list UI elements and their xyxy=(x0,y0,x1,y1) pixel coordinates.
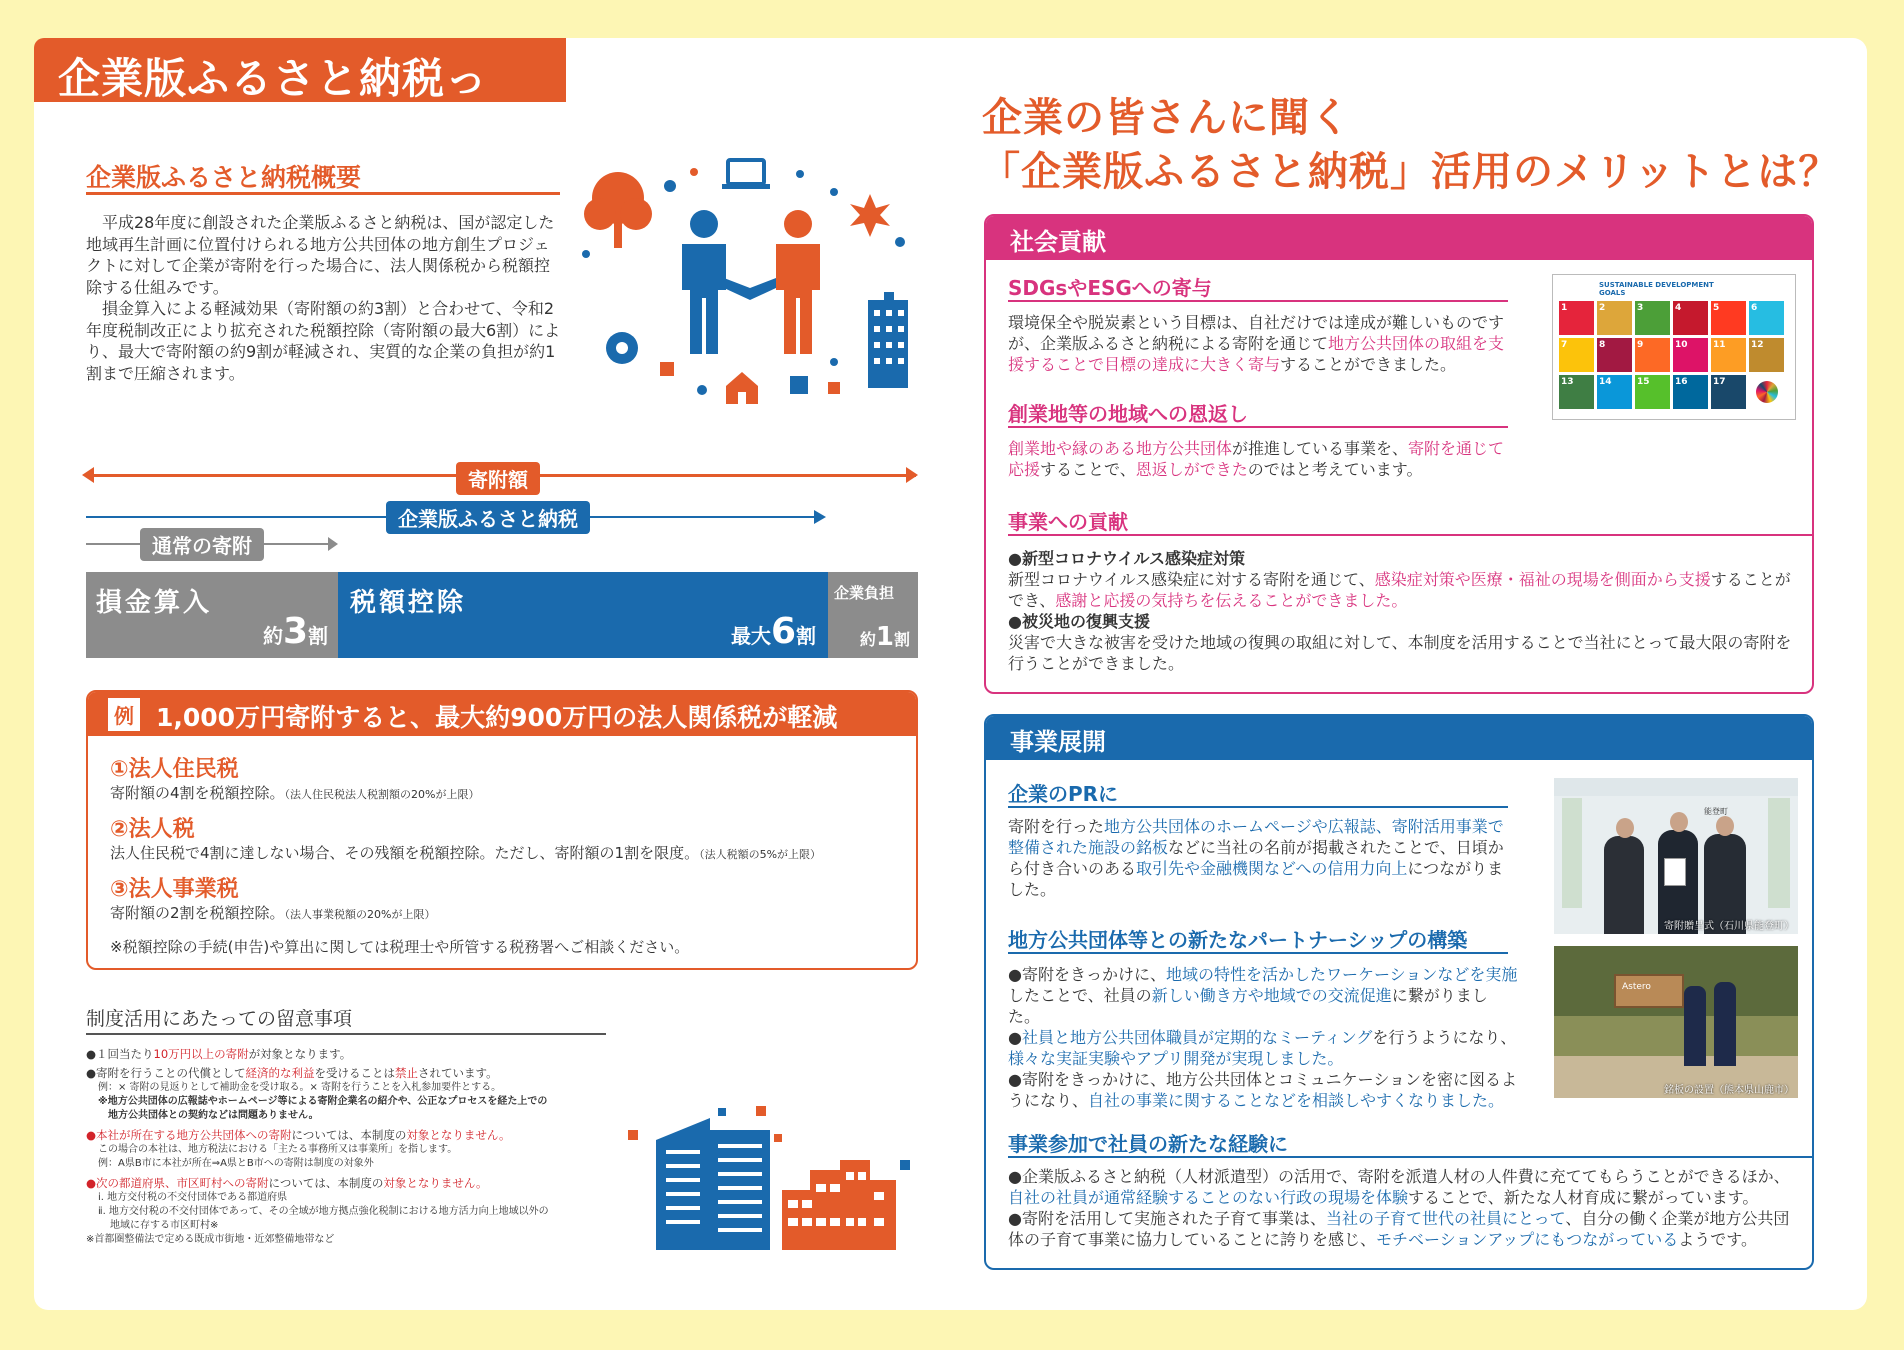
furusato-label: 企業版ふるさと納税 xyxy=(386,501,590,534)
sdg-tile: 17 xyxy=(1711,375,1746,409)
sdg-tile: 13 xyxy=(1559,375,1594,409)
experience-underline xyxy=(1008,1156,1814,1158)
note-3: ●本社が所在する地方公共団体への寄附については、本制度の対象となりません。 xyxy=(86,1128,511,1142)
business-header: 事業展開 xyxy=(986,716,1812,760)
partnership-underline xyxy=(1008,952,1508,954)
sdg-tile: 14 xyxy=(1597,375,1632,409)
kouken-text: ●新型コロナウイルス感染症対策 新型コロナウイルス感染症に対する寄附を通じて、感染症対策や医療・福祉の現場を側面から支援することができ、感謝と応援の気持ちを伝えることができました。 ●被災地の復興支援 災害で大きな被害を受けた地域の復興の取組に対して、本制度を活用することで当社にとって最大限の寄附を行うことができました。 xyxy=(1008,548,1798,674)
arrow-right-head xyxy=(906,467,918,483)
note-2-sub: 例：× 寄附の見返りとして補助金を受け取る。× 寄附を行うことを入札参加要件とする。 ※地方公共団体の広報誌やホームページ等による寄附企業名の紹介や、公正なプロセスを経た上での 地方公共団体との契約などは問題ありません。 xyxy=(98,1082,548,1121)
pr-heading: 企業のPRに xyxy=(1008,782,1119,806)
example-item-1-text: 寄附額の4割を税額控除。（法人住民税法人税割額の20%が上限） xyxy=(110,784,480,802)
example-item-2-text: 法人住民税で4割に達しない場合、その残額を税額控除。ただし、寄附額の1割を限度。（法人税額の5%が上限） xyxy=(110,844,822,862)
sdg-tile: 12 xyxy=(1749,338,1784,372)
notes-heading: 制度活用にあたっての留意事項 xyxy=(86,1008,353,1030)
sdg-tile: 11 xyxy=(1711,338,1746,372)
photo-wall-text: 能登町 xyxy=(1704,807,1728,816)
sdg-tile: 3 xyxy=(1635,301,1670,335)
handshake-illustration xyxy=(578,150,918,410)
segment-zeigaku-value: 最大6割 xyxy=(730,611,816,652)
sdg-wheel-tile xyxy=(1749,375,1784,409)
left-title: 企業版ふるさと納税って？ xyxy=(34,38,566,102)
sdg-tile: 10 xyxy=(1673,338,1708,372)
segment-futan-value: 約1割 xyxy=(859,622,910,652)
ongaeshi-text: 創業地や縁のある地方公共団体が推進している事業を、寄附を通じて応援することで、恩返しができたのではと考えています。 xyxy=(1008,439,1505,479)
segment-futan-label: 企業負担 xyxy=(834,584,895,602)
right-title-1: 企業の皆さんに聞く xyxy=(982,95,1351,141)
pr-text: 寄附を行った地方公共団体のホームページや広報誌、寄附活用事業で整備された施設の銘板などに当社の名前が掲載されたことで、日頃から付き合いのある取引先や金融機関などへの信用力向上につながりました。 xyxy=(1008,817,1504,899)
photo-sign-caption: 銘板の設置（熊本県山鹿市） xyxy=(1664,1085,1794,1096)
ongaeshi-heading: 創業地等の地域への恩返し xyxy=(1008,402,1248,426)
example-note: ※税額控除の手続(申告)や算出に関しては税理士や所管する税務署へご相談ください。 xyxy=(110,938,690,956)
example-item-3-heading: ③法人事業税 xyxy=(110,877,239,902)
normal-arrow-head xyxy=(328,537,338,551)
note-4: ●次の都道府県、市区町村への寄附については、本制度の対象となりません。 xyxy=(86,1176,488,1190)
sdgs-text: 環境保全や脱炭素という目標は、自社だけでは達成が難しいものですが、企業版ふるさと納税による寄附を通じて地方公共団体の取組を支援することで目標の達成に大きく寄与することができました。 xyxy=(1008,313,1505,374)
note-4-sub: ⅰ. 地方交付税の不交付団体である都道府県 ⅱ. 地方交付税の不交付団体であって、その全域が地方拠点強化税制における地方活力向上地域以外の 地域に存する市区町村※ xyxy=(98,1192,549,1231)
kouken-underline xyxy=(1008,534,1814,536)
normal-label: 通常の寄附 xyxy=(140,528,264,561)
ongaeshi-underline xyxy=(1008,426,1508,428)
sdg-tile: 15 xyxy=(1635,375,1670,409)
overview-heading: 企業版ふるさと納税概要 xyxy=(86,163,362,192)
segment-futan xyxy=(828,572,918,658)
experience-text: ●企業版ふるさと納税（人材派遣型）の活用で、寄附を派遣人材の人件費に充ててもらうことができるほか、自社の社員が通常経験することのない行政の現場を体験することで、新たな人材育成に繋がっています。 ●寄附を活用して実施された子育て事業は、当社の子育て世代の社員にとって、自分の働く企業が地方公共団体の子育て事業に協力していることに誇りを感じ、モチベーションアップにもつながっているようです。 xyxy=(1008,1167,1790,1249)
photo-sign-text: Astero xyxy=(1622,982,1651,992)
partnership-text: ●寄附をきっかけに、地域の特性を活かしたワーケーションなどを実施したことで、社員の新しい働き方や地域での交流促進に繋がりました。 ●社員と地方公共団体職員が定期的なミーティングを行うようになり、様々な実証実験やアプリ開発が実現しました。 ●寄附をきっかけに、地方公共団体とコミュニケーションを密に図るようになり、自社の事業に関することなどを相談しやすくなりました。 xyxy=(1008,965,1518,1110)
experience-heading: 事業参加で社員の新たな経験に xyxy=(1008,1132,1288,1156)
note-1: ●１回当たり10万円以上の寄附が対象となります。 xyxy=(86,1047,352,1061)
donation-label: 寄附額 xyxy=(456,462,540,495)
sdg-tile: 2 xyxy=(1597,301,1632,335)
sdg-tile: 6 xyxy=(1749,301,1784,335)
segment-sonkin-label: 損金算入 xyxy=(96,588,213,618)
sdgs-poster xyxy=(1552,274,1796,420)
right-title-2: 「企業版ふるさと納税」活用のメリットとは？ xyxy=(980,149,1840,195)
overview-p1: 平成28年度に創設された企業版ふるさと納税は、国が認定した地域再生計画に位置付けられる地方公共団体の地方創生プロジェクトに対して企業が寄附を行った場合に、法人関係税から税額控除する仕組みです。 xyxy=(86,213,555,297)
note-3-sub: この場合の本社は、地方税法における「主たる事務所又は事業所」を指します。 例：A県B市に本社が所在⇒A県とB市への寄附は制度の対象外 xyxy=(98,1144,458,1169)
notes-list xyxy=(86,1046,646,1247)
sdg-tile: 4 xyxy=(1673,301,1708,335)
segment-zeigaku xyxy=(338,572,828,658)
example-item-3-text: 寄附額の2割を税額控除。（法人事業税額の20%が上限） xyxy=(110,904,436,922)
note-2: ●寄附を行うことの代償として経済的な利益を受けることは禁止されています。 xyxy=(86,1066,498,1080)
overview-underline xyxy=(86,192,560,195)
business-box xyxy=(984,714,1814,1270)
kouken-bullet-2: ●被災地の復興支援 xyxy=(1008,612,1150,631)
photo-ceremony-caption: 寄附贈呈式（石川県能登町） xyxy=(1664,921,1794,932)
example-title: 1,000万円寄附すると、最大約900万円の法人関係税が軽減 xyxy=(156,703,838,732)
photo-sign xyxy=(1554,946,1798,1098)
photo-ceremony xyxy=(1554,778,1798,934)
overview-p2: 損金算入による軽減効果（寄附額の約3割）と合わせて、令和2年度税制改正により拡充された税額控除（寄附額の最大6割）により、最大で寄附額の約9割が軽減され、実質的な企業の負担が約1割まで圧縮されます。 xyxy=(86,299,561,383)
example-header xyxy=(88,692,916,736)
partnership-heading: 地方公共団体等との新たなパートナーシップの構築 xyxy=(1008,928,1468,952)
example-item-1-heading: ①法人住民税 xyxy=(110,757,239,782)
kouken-heading: 事業への貢献 xyxy=(1008,510,1128,534)
furusato-arrow-head xyxy=(814,510,826,524)
arrow-left-head xyxy=(82,467,94,483)
example-box xyxy=(86,690,918,970)
sdgs-poster-title: SUSTAINABLE DEVELOPMENT GOALS xyxy=(1599,281,1714,297)
sdg-tile: 5 xyxy=(1711,301,1746,335)
sdgs-heading: SDGsやESGへの寄与 xyxy=(1008,276,1212,300)
segment-sonkin-value: 約3割 xyxy=(262,611,328,652)
sdg-tile: 9 xyxy=(1635,338,1670,372)
note-4-footnote: ※首都圏整備法で定める既成市街地・近郊整備地帯など xyxy=(86,1234,335,1245)
example-badge: 例 xyxy=(108,698,140,731)
sdgs-grid xyxy=(1559,301,1791,409)
sdg-tile: 7 xyxy=(1559,338,1594,372)
social-header: 社会貢献 xyxy=(986,216,1812,260)
buildings-illustration xyxy=(620,1100,920,1260)
social-box xyxy=(984,214,1814,694)
pr-underline xyxy=(1008,806,1508,808)
segment-zeigaku-label: 税額控除 xyxy=(350,588,467,618)
notes-underline xyxy=(86,1033,606,1035)
sdg-tile: 8 xyxy=(1597,338,1632,372)
sdg-tile: 16 xyxy=(1673,375,1708,409)
example-item-2-heading: ②法人税 xyxy=(110,817,195,842)
kouken-bullet-1: ●新型コロナウイルス感染症対策 xyxy=(1008,549,1246,568)
sdgs-underline xyxy=(1008,300,1508,302)
segment-sonkin xyxy=(86,572,338,658)
sdg-tile: 1 xyxy=(1559,301,1594,335)
